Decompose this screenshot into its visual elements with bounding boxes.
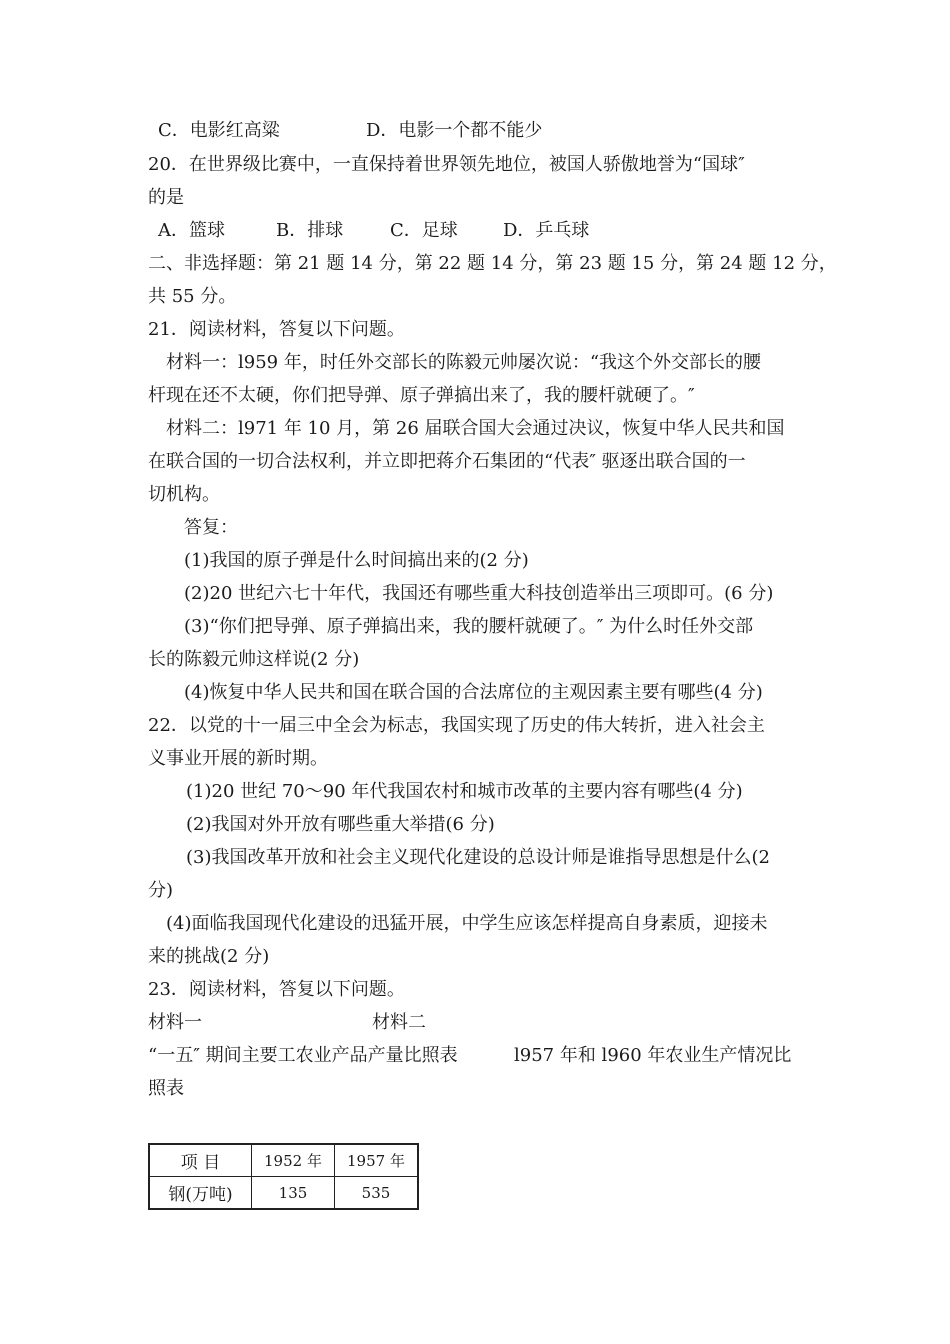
production-table bbox=[148, 1143, 419, 1210]
section2-heading-line2: 共 55 分。 bbox=[148, 286, 237, 307]
table-cell: 535 bbox=[335, 1177, 419, 1210]
q20-stem-line2: 的是 bbox=[148, 187, 184, 208]
q21-sub1: (1)我国的原子弹是什么时间搞出来的(2 分) bbox=[184, 550, 529, 571]
section2-heading-line1: 二、非选择题：第 21 题 14 分，第 22 题 14 分，第 23 题 15 分，第 24 题 12 分， bbox=[148, 253, 837, 274]
q23-stem: 23．阅读材料，答复以下问题。 bbox=[148, 979, 405, 1000]
q21-material2-line3: 切机构。 bbox=[148, 484, 220, 505]
q20-option-d: D．乒乓球 bbox=[503, 220, 590, 241]
q21-sub3-line1: (3)“你们把导弹、原子弹搞出来，我的腰杆就硬了。″ 为什么时任外交部 bbox=[184, 616, 754, 637]
q21-material1-line1: 材料一：l959 年，时任外交部长的陈毅元帅屡次说：“我这个外交部长的腰 bbox=[166, 352, 762, 373]
q21-sub2: (2)20 世纪六七十年代，我国还有哪些重大科技创造举出三项即可。(6 分) bbox=[184, 583, 774, 604]
q21-sub3-line2: 长的陈毅元帅这样说(2 分) bbox=[148, 649, 360, 670]
table-header-cell: 1957 年 bbox=[335, 1144, 419, 1177]
q22-stem-line1: 22．以党的十一届三中全会为标志，我国实现了历史的伟大转折，进入社会主 bbox=[148, 715, 765, 736]
q21-sub4: (4)恢复中华人民共和国在联合国的合法席位的主观因素主要有哪些(4 分) bbox=[184, 682, 763, 703]
q23-caption-right: l957 年和 l960 年农业生产情况比 bbox=[514, 1045, 792, 1066]
q20-stem-line1: 20．在世界级比赛中，一直保持着世界领先地位，被国人骄傲地誉为“国球″ bbox=[148, 154, 745, 175]
q22-sub1: (1)20 世纪 70～90 年代我国农村和城市改革的主要内容有哪些(4 分) bbox=[186, 781, 743, 802]
q22-sub3-line2: 分) bbox=[148, 880, 174, 901]
table-cell: 钢(万吨) bbox=[149, 1177, 252, 1210]
table-header-row bbox=[149, 1144, 418, 1177]
q20-option-b: B．排球 bbox=[276, 220, 344, 241]
q23-caption-left: “一五″ 期间主要工农业产品产量比照表 bbox=[148, 1045, 458, 1066]
table-header-cell: 1952 年 bbox=[252, 1144, 335, 1177]
table-row bbox=[149, 1177, 418, 1210]
q19-option-c: C．电影红高粱 bbox=[158, 120, 280, 141]
q22-sub4-line2: 来的挑战(2 分) bbox=[148, 946, 270, 967]
q21-stem: 21．阅读材料，答复以下问题。 bbox=[148, 319, 405, 340]
q21-answer-label: 答复： bbox=[184, 517, 238, 538]
q22-stem-line2: 义事业开展的新时期。 bbox=[148, 748, 328, 769]
q20-option-a: A．篮球 bbox=[158, 220, 225, 241]
q22-sub4-line1: (4)面临我国现代化建设的迅猛开展，中学生应该怎样提高自身素质，迎接未 bbox=[166, 913, 768, 934]
q22-sub2: (2)我国对外开放有哪些重大举措(6 分) bbox=[186, 814, 495, 835]
q23-material1-label: 材料一 bbox=[148, 1012, 202, 1033]
q21-material1-line2: 杆现在还不太硬，你们把导弹、原子弹搞出来了，我的腰杆就硬了。″ bbox=[148, 385, 695, 406]
q21-material2-line2: 在联合国的一切合法权利，并立即把蒋介石集团的“代表″ 驱逐出联合国的一 bbox=[148, 451, 746, 472]
q23-material2-label: 材料二 bbox=[372, 1012, 426, 1033]
q19-option-d: D．电影一个都不能少 bbox=[366, 120, 543, 141]
table-cell: 135 bbox=[252, 1177, 335, 1210]
q22-sub3-line1: (3)我国改革开放和社会主义现代化建设的总设计师是谁指导思想是什么(2 bbox=[186, 847, 770, 868]
q23-caption-line2: 照表 bbox=[148, 1078, 184, 1099]
q21-material2-line1: 材料二：l971 年 10 月，第 26 届联合国大会通过决议，恢复中华人民共和国 bbox=[166, 418, 785, 439]
table-header-cell: 项 目 bbox=[149, 1144, 252, 1177]
q20-option-c: C．足球 bbox=[390, 220, 458, 241]
